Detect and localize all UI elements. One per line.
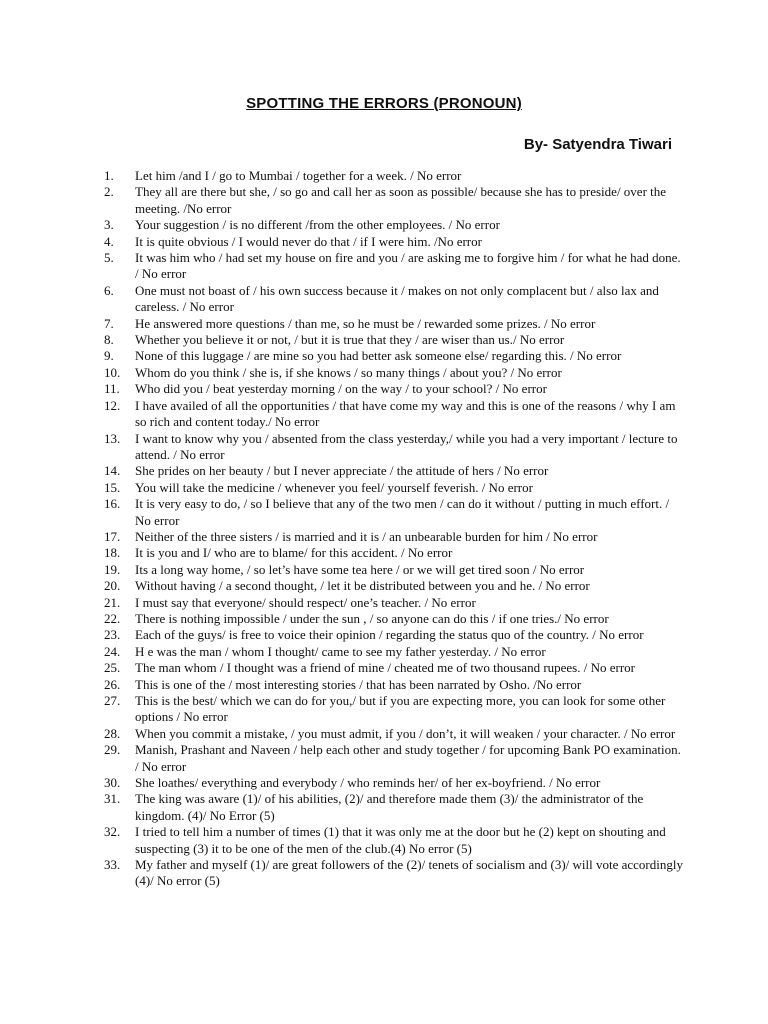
question-text: They all are there but she, / so go and call her as soon as possible/ because she has to preside/ over the meeting. /No error [135,184,667,216]
question-text: I want to know why you / absented from the class yesterday,/ while you had a very important / lecture to attend. / No error [135,430,678,462]
question-text: When you commit a mistake, / you must admit, if you / don’t, it will weaken / your character. / No error [135,725,676,741]
question-number: 2. [104,184,114,200]
question-number: 5. [104,250,114,266]
question-item [104,332,684,348]
question-text: It was him who / had set my house on fire and you / are asking me to forgive him / for what he had done. / No error [135,250,681,282]
question-item [104,463,684,479]
question-text: My father and myself (1)/ are great followers of the (2)/ tenets of socialism and (3)/ will vote accordingly (4)/ No error (5) [135,857,683,889]
question-number: 6. [104,282,114,298]
question-item [104,644,684,660]
question-number: 32. [104,824,121,840]
question-number: 17. [104,528,121,544]
question-item [104,627,684,643]
question-text: She loathes/ everything and everybody / who reminds her/ of her ex-boyfriend. / No error [135,775,601,791]
question-number: 14. [104,463,121,479]
question-item [104,348,684,364]
question-item [104,660,684,676]
question-text: You will take the medicine / whenever you feel/ yourself feverish. / No error [135,479,533,495]
document-title: SPOTTING THE ERRORS (PRONOUN) [246,95,522,112]
question-number: 10. [104,364,121,380]
question-number: 30. [104,775,121,791]
question-text: The king was aware (1)/ of his abilities, (2)/ and therefore made them (3)/ the administrator of the kingdom. (4)/ No Error (5) [135,791,644,823]
question-text: This is one of the / most interesting stories / that has been narrated by Osho. /No error [135,676,582,692]
question-item [104,496,684,529]
question-text: Whom do you think / she is, if she knows / so many things / about you? / No error [135,364,562,380]
question-item [104,824,684,857]
question-text: There is nothing impossible / under the sun , / so anyone can do this / if one tries./ No error [135,610,609,626]
question-item [104,775,684,791]
question-item [104,365,684,381]
question-number: 8. [104,332,114,348]
question-number: 29. [104,742,121,758]
question-list [104,168,684,890]
question-item [104,791,684,824]
question-number: 23. [104,627,121,643]
question-item [104,316,684,332]
question-item [104,545,684,561]
question-text: Your suggestion / is no different /from the other employees. / No error [135,217,500,233]
question-number: 26. [104,676,121,692]
question-text: Neither of the three sisters / is married and it is / an unbearable burden for him / No error [135,528,598,544]
question-number: 31. [104,791,121,807]
question-number: 1. [104,168,114,183]
author-line: By- Satyendra Tiwari [523,136,672,153]
question-text: Manish, Prashant and Naveen / help each other and study together / for upcoming Bank PO examination. / No error [135,742,681,774]
question-number: 33. [104,857,121,873]
question-number: 7. [104,315,114,331]
question-text: He answered more questions / than me, so he must be / rewarded some prizes. / No error [135,315,596,331]
question-number: 20. [104,578,121,594]
question-item [104,234,684,250]
question-text: I have availed of all the opportunities / that have come my way and this is one of the reasons / why I am so rich and content today./ No error [135,397,676,430]
question-number: 16. [104,496,121,512]
question-text: I tried to tell him a number of times (1) that it was only me at the door but he (2) kept on shouting and suspecting (3) it to be one of the men of the club.(4) No error (5) [135,824,666,856]
question-text: Let him /and I / go to Mumbai / together for a week. / No error [135,168,462,183]
question-item [104,857,684,890]
question-number: 27. [104,693,121,708]
question-text: It is you and I/ who are to blame/ for this accident. / No error [135,545,453,561]
question-number: 18. [104,545,121,561]
question-item [104,217,684,233]
question-text: Whether you believe it or not, / but it is true that they / are wiser than us./ No error [135,332,565,348]
question-number: 21. [104,594,121,610]
question-number: 12. [104,397,121,413]
question-item [104,677,684,693]
question-text: It is very easy to do, / so I believe that any of the two men / can do it without / putting in much effort. / No error [135,496,670,528]
question-item [104,168,684,184]
question-number: 19. [104,561,121,577]
question-number: 25. [104,660,121,676]
question-item [104,611,684,627]
question-number: 28. [104,725,121,741]
question-text: I must say that everyone/ should respect/ one’s teacher. / No error [135,594,476,610]
question-item [104,562,684,578]
question-number: 15. [104,479,121,495]
question-text: H e was the man / whom I thought/ came to see my father yesterday. / No error [135,643,546,659]
question-item [104,184,684,217]
question-text: She prides on her beauty / but I never appreciate / the attitude of hers / No error [135,463,549,479]
question-text: It is quite obvious / I would never do that / if I were him. /No error [135,233,482,249]
question-item [104,693,684,726]
question-item [104,578,684,594]
question-item [104,381,684,397]
question-number: 9. [104,348,114,364]
question-item [104,595,684,611]
question-item [104,529,684,545]
question-number: 11. [104,381,120,397]
question-text: Who did you / beat yesterday morning / on the way / to your school? / No error [135,381,547,397]
question-number: 24. [104,643,121,659]
question-text: None of this luggage / are mine so you had better ask someone else/ regarding this. / No error [135,348,622,364]
question-item [104,250,684,283]
question-number: 22. [104,610,121,626]
question-text: Its a long way home, / so let’s have some tea here / or we will get tired soon / No error [135,561,585,577]
question-text: This is the best/ which we can do for you,/ but if you are expecting more, you can look for some other options / No error [135,693,666,725]
question-item [104,398,684,431]
question-item [104,726,684,742]
question-text: Each of the guys/ is free to voice their opinion / regarding the status quo of the country. / No error [135,627,644,643]
question-item [104,431,684,464]
question-number: 3. [104,217,114,233]
question-text: One must not boast of / his own success because it / makes on not only complacent but / also lax and careless. / No error [135,282,659,315]
question-item [104,283,684,316]
question-text: Without having / a second thought, / let it be distributed between you and he. / No error [135,578,590,594]
question-item [104,480,684,496]
question-number: 4. [104,233,114,249]
question-text: The man whom / I thought was a friend of mine / cheated me of two thousand rupees. / No error [135,660,635,676]
question-item [104,742,684,775]
question-number: 13. [104,430,121,446]
